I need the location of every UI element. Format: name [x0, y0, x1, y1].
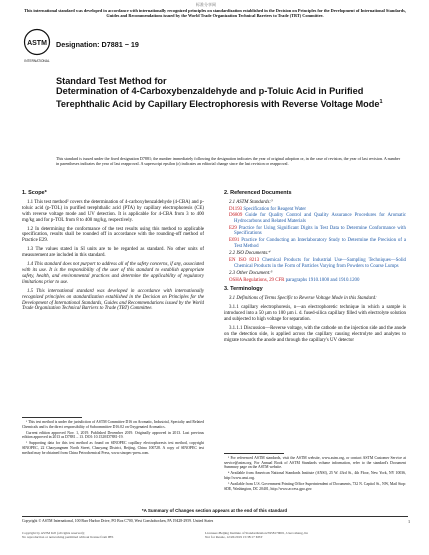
logo-text: ASTM: [27, 40, 47, 47]
designation: Designation: D7881 − 19: [56, 40, 139, 49]
issued-note: This standard is issued under the fixed designation D7881; the number immediately following the designation indicates the year of original adoption or, in the case of revision, the year of last revision. A number in parentheses indicates the year of last reapproval. A superscript epsilon (ε) indicates an editorial change since the last revision or reapproval.: [56, 156, 401, 166]
footnote-1: ¹ This test method is under the jurisdiction of ASTM Committee D16 on Aromatic, Industrial, Specialty and Related Chemicals and is the direct responsibility of Subcommittee D16.02 on Oxygenated Aromatics.: [22, 420, 204, 429]
reference-title[interactable]: paragraphs 1910.1000 and 1910.1200: [285, 278, 360, 284]
reference-code[interactable]: E29: [229, 225, 237, 231]
standard-title: [56, 76, 396, 109]
copyright-line: Copyright © ASTM International, 100 Barr Harbor Drive, PO Box C700, West Conshohocken, PA 19428-2959. United States: [22, 519, 214, 523]
scope-heading: 1. Scope*: [22, 190, 47, 196]
para-1-2: 1.2 In determining the conformance of the test results using this method to applicable specification, results shall be rounded off in accordance with the rounding-off method of Practice E29.: [22, 226, 204, 244]
license-left: Copyright by ASTM Int'l (all rights reserved); No reproduction or networking permitted without license from IHS: [22, 531, 114, 540]
reference-code[interactable]: OSHA Regulations, 29 CFR: [229, 278, 285, 284]
reference-code[interactable]: E691: [229, 237, 240, 243]
reference-code[interactable]: D6809: [229, 213, 243, 219]
title-footnote-mark: 1: [379, 98, 383, 105]
footnote-5: ⁵ Available from U.S. Government Printing Office Superintendent of Documents, 732 N. Capitol St., NW, Mail Stop: SDE, Washington, DC 20401, http://www.access.gpo.gov.: [224, 481, 406, 491]
para-3-1-1-1: 3.1.1.1 Discussion—Reverse voltage, with the cathode on the injection side and the anode on the detection side, is applied across the capillary causing electrolyte and analytes to migrate towards the anode and through the capillary's UV detector: [224, 325, 406, 343]
summary-of-changes-note: *A Summary of Changes section appears at the end of this standard: [141, 508, 288, 513]
para-1-1: 1.1 This test method² covers the determination of 4-carboxybenzaldehyde (4-CBA) and p-toluic acid (p-TOL) in purified terephthalic acid (PTA) by capillary electrophoresis (CE) with reverse voltage mode and UV detection. It is applicable for 4-CBA from 3 to 400 mg/kg and for p-TOL from 8 to 400 mg/kg, respectively.: [22, 199, 204, 223]
reference-title[interactable]: Practice for Conducting an Interlaboratory Study to Determine the Precision of a Test Method: [234, 237, 406, 249]
iso-documents-heading: 2.2 ISO Documents:⁴: [229, 251, 271, 257]
right-footnotes: [224, 456, 406, 493]
reference-title[interactable]: Practice for Using Significant Digits in Test Data to Determine Conformance with Specifications: [234, 225, 406, 237]
terminology-heading: 3. Terminology: [224, 286, 263, 293]
other-reference-item[interactable]: [224, 278, 406, 284]
logo-subtext: INTERNATIONAL: [24, 59, 50, 63]
title-line-2: Determination of 4-Carboxybenzaldehyde and p-Toluic Acid in Purified Terephthalic Acid by Capillary Electrophoresis with Reverse Voltage Mode: [56, 86, 380, 109]
footnote-1b: Current edition approved Nov. 1, 2019. Published December 2019. Originally approved in 2013. Last previous edition approved in 2013 as D7881 – 13. DOI: 10.1520/D7881-19.: [22, 430, 204, 440]
license-right: Licensee=Beijing Institute of Standardization/5958179001, User=zhang, lin Not for Resale, 12/26/2019 15:38:17 MST: [205, 531, 308, 540]
para-3-1: 3.1 Definitions of Terms Specific to Reverse Voltage Mode in this Standard:: [229, 296, 377, 302]
reference-code[interactable]: D1193: [229, 206, 243, 212]
footnote-2: ² Supporting data for this test method as found on SINOPEC capillary electrophoresis test method, copyright SINOPEC, 22 Chaoyangmen North Street, Chaoyang District, Beijing, China 100728. A copy of SINOPEC test method may be obtained from China Petrochemical Press, www.sinopec-press.com.: [22, 441, 204, 455]
reference-title[interactable]: Guide for Quality Control and Quality Assurance Procedures for Aromatic Hydrocarbons and Related Materials: [234, 213, 406, 225]
astm-standards-heading: 2.1 ASTM Standards:³: [229, 199, 273, 205]
para-1-4: 1.4 This standard does not purport to address all of the safety concerns, if any, associated with its use. It is the responsibility of the user of this standard to establish appropriate safety, health, and environmental practices and determine the applicability of regulatory limitations prior to use.: [22, 262, 204, 285]
reference-item[interactable]: [224, 238, 406, 250]
page-watermark-stamp: 标准分享网: [196, 2, 216, 7]
footnote-3: ³ For referenced ASTM standards, visit the ASTM website, www.astm.org, or contact ASTM Customer Service at service@astm.org. For Annual Book of ASTM Standards volume information, refer to the standard's Document Summary page on the ASTM website.: [224, 456, 406, 470]
reference-code[interactable]: EN ISO 8213: [229, 258, 260, 264]
reference-item[interactable]: [224, 213, 406, 225]
left-footnotes: [22, 420, 204, 457]
para-3-1-1: 3.1.1 capillary electrophoresis, n—an electrophoretic technique in which a sample is introduced into a 50 µm to 100 µm i. d. fused-silica capillary filled with electrolyte solution and subjected to high voltage for separation.: [224, 305, 406, 322]
top-notice: This international standard was developed in accordance with internationally recognized principles on standardization established in the Decision on Principles for the Development of International Standards, Guides and Recommendations issued by the World Trade Organization Technical Barriers to Trade (TBT) Committee.: [24, 8, 406, 19]
reference-item[interactable]: [224, 226, 406, 238]
page-number: 1: [408, 519, 411, 524]
reference-title[interactable]: Specification for Reagent Water: [243, 206, 307, 212]
astm-logo: [22, 28, 52, 66]
footnote-divider-left: [22, 417, 82, 418]
iso-reference-item[interactable]: [224, 258, 406, 270]
bottom-divider: [22, 516, 408, 517]
footnote-divider-right: [224, 453, 284, 454]
reference-title[interactable]: Chemical Products for Industrial Use—Sampling Techniques—Solid Chemical Products in the Form of Particles Varying from Powders to Coarse Lumps: [234, 258, 406, 269]
other-document-heading: 2.3 Other Document:⁵: [229, 271, 273, 277]
para-1-5: 1.5 This international standard was developed in accordance with internationally recognized principles on standardization established in the Decision on Principles for the Development of International Standards, Guides and Recommendations issued by the World Trade Organization Technical Barriers to Trade (TBT) Committee.: [22, 288, 204, 312]
title-line-1: Standard Test Method for: [56, 76, 167, 86]
left-column: [22, 188, 204, 315]
reference-item[interactable]: [224, 207, 406, 213]
right-column: [224, 188, 406, 346]
para-1-3: 1.3 The values stated in SI units are to be regarded as standard. No other units of measurement are included in this standard.: [22, 247, 204, 259]
referenced-documents-heading: 2. Referenced Documents: [224, 190, 292, 196]
footnote-4: ⁴ Available from American National Standards Institute (ANSI), 25 W. 43rd St., 4th Floor, New York, NY 10036, http://www.ansi.org.: [224, 471, 406, 480]
